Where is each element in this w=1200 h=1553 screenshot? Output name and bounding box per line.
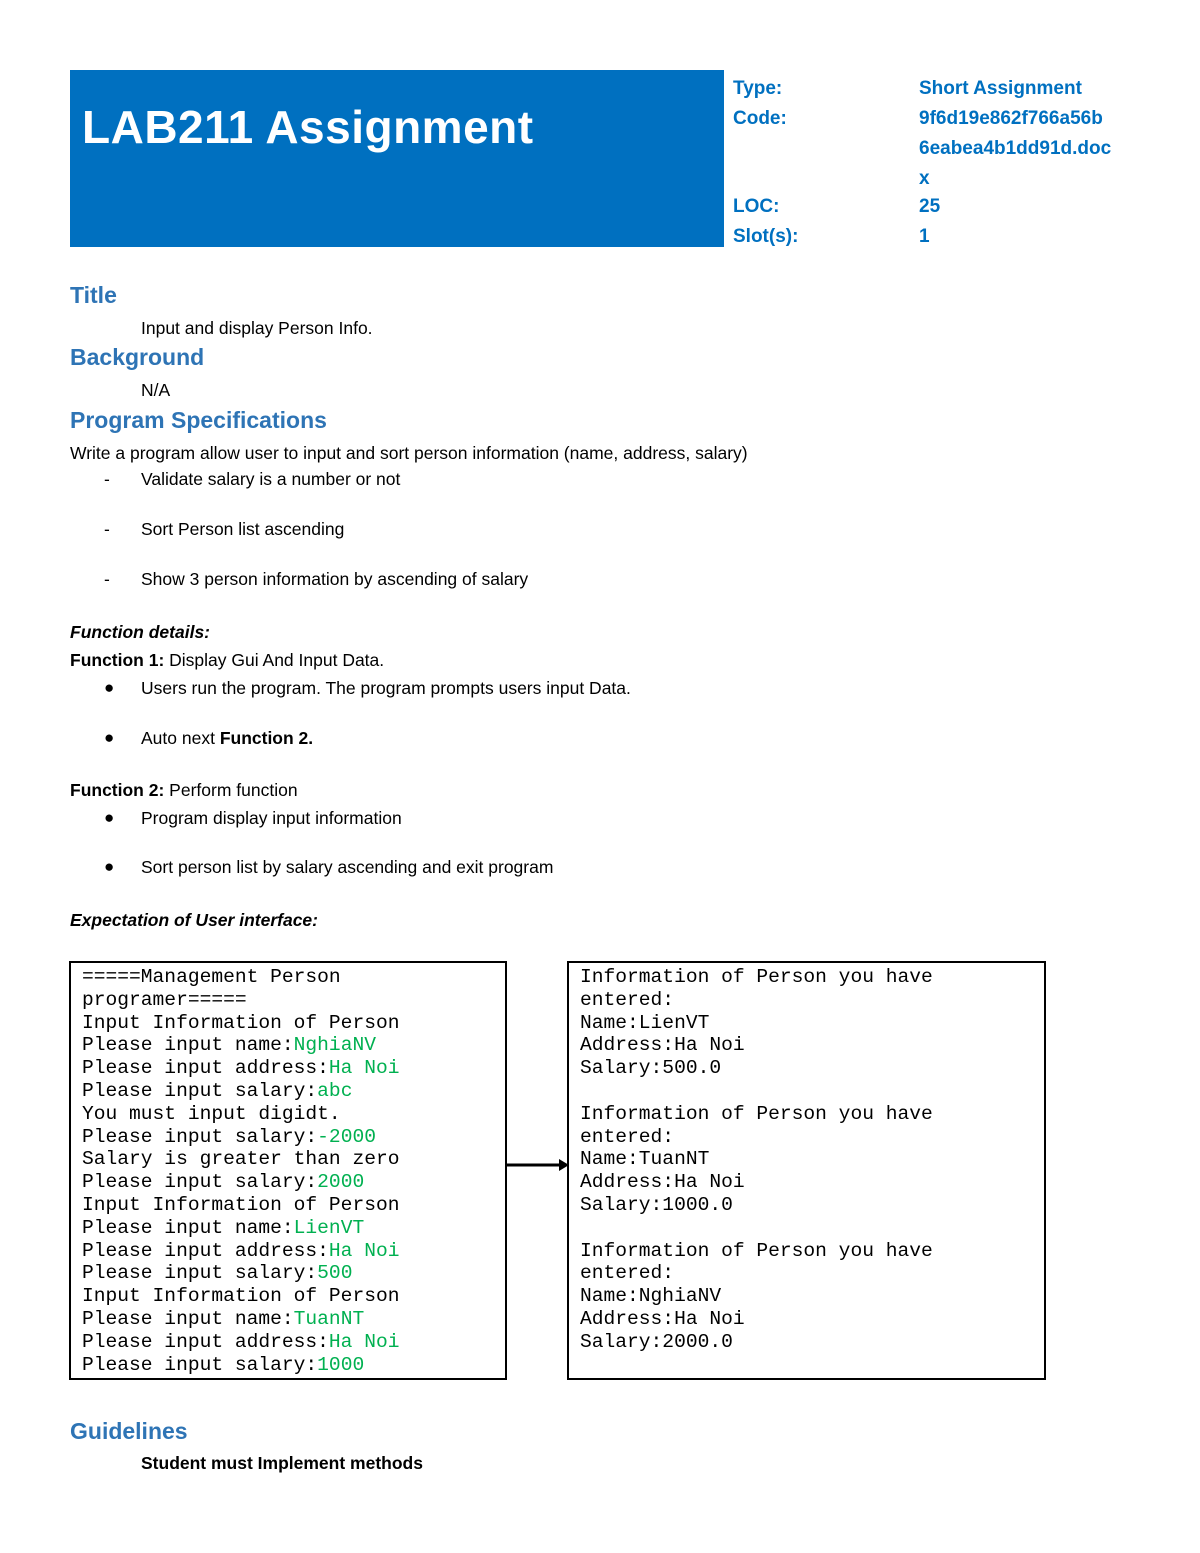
assignment-meta — [733, 74, 1153, 252]
console-line — [82, 1194, 505, 1217]
bullet-dot: ● — [104, 857, 115, 876]
console-line — [580, 1080, 1044, 1103]
prompt-text: Please input name: — [82, 1034, 294, 1057]
spec-item: Sort Person list ascending — [141, 519, 345, 539]
function-1-auto-prefix: Auto next — [141, 728, 220, 748]
console-line: Address:Ha Noi — [580, 1307, 745, 1330]
prompt-text: Salary is greater than zero — [82, 1148, 400, 1171]
prompt-text: Input Information of Person — [82, 1285, 400, 1308]
meta-type-key: Type: — [733, 78, 783, 99]
console-line — [82, 1331, 505, 1354]
console-line — [82, 1354, 505, 1377]
prompt-text: Please input address: — [82, 1239, 329, 1262]
meta-slots — [733, 222, 1153, 252]
function-1-line — [70, 650, 384, 671]
title-text: Input and display Person Info. — [141, 318, 373, 338]
prompt-text: Please input salary: — [82, 1079, 318, 1102]
meta-loc — [733, 192, 1153, 222]
console-line: Name:LienVT — [580, 1011, 710, 1034]
dash-bullet: - — [104, 569, 110, 589]
console-line — [82, 1308, 505, 1331]
function-2-item: Program display input information — [141, 808, 402, 828]
console-line: Name:TuanNT — [580, 1148, 710, 1171]
ui-expectation-label: Expectation of User interface: — [70, 910, 318, 930]
meta-code-value — [919, 104, 1129, 194]
console-line: Name:NghiaNV — [580, 1285, 722, 1308]
user-input-text: NghiaNV — [293, 1034, 376, 1057]
meta-loc-key: LOC: — [733, 196, 780, 217]
console-line: Information of Person you have — [580, 1102, 933, 1125]
function-1-text: Display Gui And Input Data. — [164, 650, 385, 670]
function-2-text: Perform function — [164, 780, 298, 800]
console-line — [82, 1171, 505, 1194]
console-line — [82, 966, 505, 989]
user-input-text: Ha Noi — [328, 1057, 400, 1080]
meta-type — [733, 74, 1153, 104]
prompt-text: programer===== — [82, 988, 247, 1011]
user-input-text: Ha Noi — [328, 1330, 400, 1353]
function-1-label: Function 1: — [70, 650, 165, 670]
function-1-auto — [141, 728, 313, 749]
section-heading-background: Background — [70, 344, 205, 370]
console-line: Salary:500.0 — [580, 1057, 722, 1080]
section-heading-title: Title — [70, 282, 117, 308]
meta-slots-key: Slot(s): — [733, 226, 799, 247]
title-banner — [70, 70, 724, 247]
guidelines-text: Student must Implement methods — [141, 1453, 423, 1473]
user-input-text: 2000 — [317, 1171, 365, 1194]
dash-bullet: - — [104, 469, 110, 489]
prompt-text: You must input digidt. — [82, 1102, 341, 1125]
console-line — [82, 1012, 505, 1035]
console-input-box — [69, 961, 507, 1380]
user-input-text: TuanNT — [293, 1307, 365, 1330]
bullet-dot: ● — [104, 808, 115, 827]
console-line — [82, 1057, 505, 1080]
console-output-box — [567, 961, 1046, 1380]
user-input-text: 1000 — [317, 1353, 365, 1376]
function-2-line — [70, 780, 298, 801]
spec-item: Show 3 person information by ascending of salary — [141, 569, 529, 589]
function-2-label: Function 2: — [70, 780, 165, 800]
specs-intro: Write a program allow user to input and sort person information (name, address, salary) — [70, 443, 748, 463]
console-line — [82, 1080, 505, 1103]
function-1-auto-bold: Function 2. — [219, 728, 314, 748]
meta-code-line: 6eabea4b1dd91d.doc — [919, 138, 1112, 159]
user-input-text: 500 — [317, 1262, 353, 1285]
user-input-text: -2000 — [317, 1125, 376, 1148]
console-line: Information of Person you have — [580, 966, 933, 988]
spec-item: Validate salary is a number or not — [141, 469, 401, 489]
console-line — [82, 1148, 505, 1171]
prompt-text: Please input name: — [82, 1216, 294, 1239]
meta-loc-value: 25 — [919, 196, 941, 217]
console-line — [82, 1240, 505, 1263]
background-text: N/A — [141, 380, 171, 400]
console-line — [82, 1126, 505, 1149]
bullet-dot: ● — [104, 728, 115, 747]
console-line: entered: — [580, 1125, 675, 1148]
console-line: Address:Ha Noi — [580, 1171, 745, 1194]
dash-bullet: - — [104, 519, 110, 539]
meta-type-value: Short Assignment — [919, 78, 1082, 99]
section-heading-guidelines: Guidelines — [70, 1418, 188, 1444]
prompt-text: Input Information of Person — [82, 1193, 400, 1216]
arrow-icon — [505, 1155, 571, 1175]
prompt-text: Please input salary: — [82, 1125, 318, 1148]
function-1-item: Users run the program. The program prompts users input Data. — [141, 678, 631, 698]
prompt-text: Please input address: — [82, 1057, 329, 1080]
console-line — [82, 1103, 505, 1126]
prompt-text: Please input address: — [82, 1330, 329, 1353]
bullet-dot: ● — [104, 678, 115, 697]
prompt-text: Input Information of Person — [82, 1011, 400, 1034]
console-line — [82, 1034, 505, 1057]
console-line: entered: — [580, 988, 675, 1011]
user-input-text: LienVT — [293, 1216, 365, 1239]
prompt-text: Please input name: — [82, 1307, 294, 1330]
prompt-text: Please input salary: — [82, 1353, 318, 1376]
console-line: Address:Ha Noi — [580, 1034, 745, 1057]
meta-code-line: 9f6d19e862f766a56b — [919, 108, 1103, 129]
prompt-text: =====Management Person — [82, 966, 341, 988]
console-line — [82, 1285, 505, 1308]
console-line — [580, 1217, 1044, 1240]
console-line: Salary:1000.0 — [580, 1193, 733, 1216]
prompt-text: Please input salary: — [82, 1262, 318, 1285]
function-2-item: Sort person list by salary ascending and exit program — [141, 857, 554, 877]
user-input-text: Ha Noi — [328, 1239, 400, 1262]
console-line — [82, 1262, 505, 1285]
console-line: Salary:2000.0 — [580, 1330, 733, 1353]
document-title: LAB211 Assignment — [82, 101, 534, 153]
meta-code — [733, 104, 1153, 192]
section-heading-specs: Program Specifications — [70, 407, 327, 433]
meta-code-line: x — [919, 168, 930, 189]
function-details-label: Function details: — [70, 622, 210, 642]
console-line — [82, 989, 505, 1012]
console-line — [82, 1217, 505, 1240]
meta-code-key: Code: — [733, 108, 787, 129]
meta-slots-value: 1 — [919, 226, 930, 247]
console-line: entered: — [580, 1262, 675, 1285]
console-line: Information of Person you have — [580, 1239, 933, 1262]
user-input-text: abc — [317, 1079, 353, 1102]
prompt-text: Please input salary: — [82, 1171, 318, 1194]
